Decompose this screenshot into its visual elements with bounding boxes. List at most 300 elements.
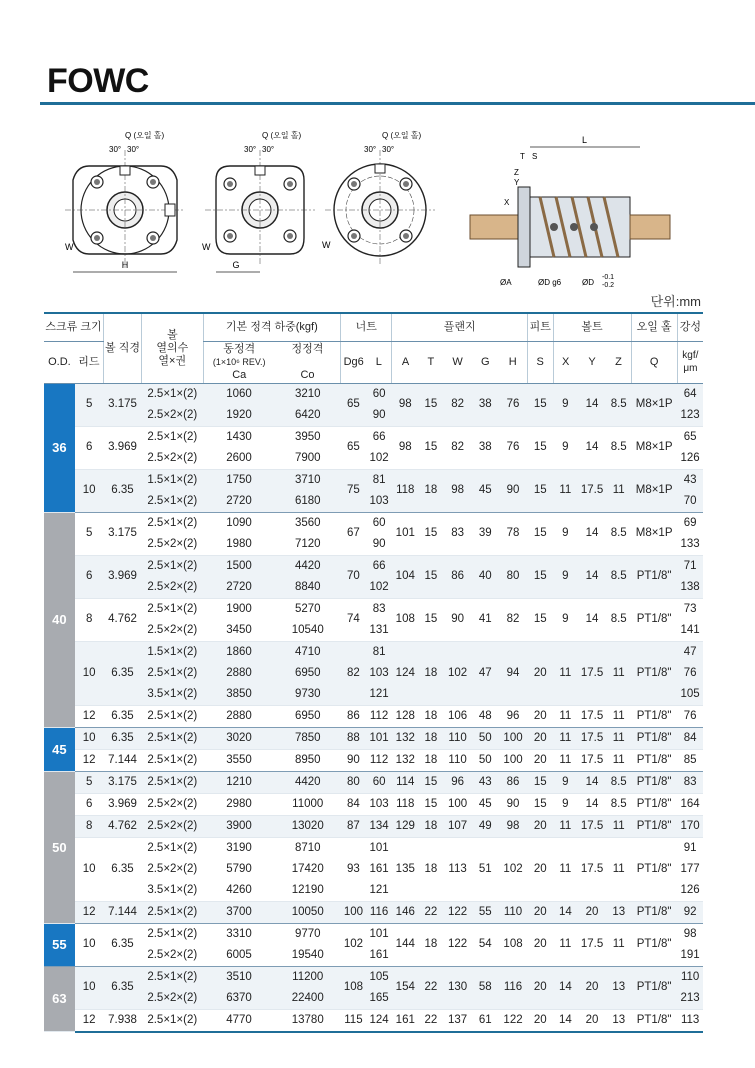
cell-co (275, 555, 341, 598)
cell-l (366, 512, 392, 555)
cell-circuits (141, 705, 203, 727)
cell-ca (203, 705, 275, 727)
cell-ca-line: 3450 (226, 623, 252, 636)
cell-circuits (141, 426, 203, 469)
cell-ball-dia: 7.144 (104, 901, 142, 923)
cell-y: 14 (578, 426, 607, 469)
cell-g: 49 (472, 815, 499, 837)
svg-text:Z: Z (514, 168, 519, 177)
cell-co-line: 7900 (294, 451, 321, 464)
cell-l-line: 102 (369, 580, 389, 593)
cell-t: 15 (419, 426, 444, 469)
cell-z: 8.5 (606, 771, 631, 793)
cell-l (366, 383, 392, 426)
cell-ca-line: 1980 (226, 537, 252, 550)
cell-ball-dia: 3.175 (104, 512, 142, 555)
cell-circuits (141, 598, 203, 641)
hdr-static: 정정격 Co (275, 341, 341, 383)
cell-x: 11 (553, 705, 578, 727)
table-row (44, 771, 703, 793)
cell-co-line: 12190 (291, 883, 324, 896)
cell-g: 38 (472, 383, 499, 426)
side-view (470, 135, 670, 289)
cell-h: 76 (499, 383, 528, 426)
cell-co (275, 383, 341, 426)
cell-ca (203, 837, 275, 901)
cell-l (366, 705, 392, 727)
table-row (44, 815, 703, 837)
cell-t: 18 (419, 749, 444, 771)
cell-ca (203, 555, 275, 598)
cell-ca-line: 6005 (226, 948, 252, 961)
cell-circuits-line: 2.5×1×(2) (147, 430, 198, 443)
cell-stiffness (677, 641, 703, 705)
svg-text:Y: Y (514, 178, 520, 187)
cell-x: 14 (553, 1009, 578, 1032)
cell-co-line: 3710 (294, 473, 321, 486)
cell-co (275, 469, 341, 512)
cell-q: PT1/8" (631, 1009, 677, 1032)
cell-t: 18 (419, 705, 444, 727)
cell-y: 17.5 (578, 727, 607, 749)
cell-stiffness-line: 76 (683, 709, 697, 722)
cell-dg6: 75 (341, 469, 367, 512)
table-row (44, 1009, 703, 1032)
hdr-od: O.D. (44, 341, 75, 383)
cell-co (275, 1009, 341, 1032)
cell-l-line: 161 (369, 862, 389, 875)
cell-l-line: 102 (369, 451, 389, 464)
cell-ball-dia: 6.35 (104, 923, 142, 966)
cell-co (275, 815, 341, 837)
cell-g: 48 (472, 705, 499, 727)
table-row (44, 837, 703, 901)
cell-ball-dia: 6.35 (104, 469, 142, 512)
cell-t: 15 (419, 512, 444, 555)
cell-ca (203, 641, 275, 705)
cell-ca (203, 966, 275, 1009)
svg-text:X: X (504, 198, 510, 207)
spec-table-body (44, 383, 703, 1032)
cell-circuits-line: 2.5×2×(2) (147, 862, 198, 875)
cell-ca-line: 2720 (226, 494, 252, 507)
cell-circuits-line: 2.5×1×(2) (147, 905, 198, 918)
cell-co-line: 11000 (292, 797, 324, 810)
cell-ca-line: 1860 (226, 645, 252, 658)
cell-ball-dia: 7.938 (104, 1009, 142, 1032)
cell-t: 18 (419, 815, 444, 837)
cell-stiffness-line: 126 (680, 883, 700, 896)
cell-s: 15 (527, 793, 553, 815)
hdr-x: X (553, 341, 578, 383)
cell-ca (203, 426, 275, 469)
cell-ca-line: 3190 (226, 841, 252, 854)
cell-l-line: 83 (372, 602, 386, 615)
cell-l (366, 1009, 392, 1032)
cell-z: 11 (606, 815, 631, 837)
cell-w: 82 (443, 426, 472, 469)
hdr-stiffness: 강성 (677, 313, 703, 341)
cell-dg6: 87 (341, 815, 367, 837)
cell-g: 40 (472, 555, 499, 598)
cell-co-line: 10540 (291, 623, 324, 636)
cell-ca-line: 2880 (226, 709, 252, 722)
cell-h: 122 (499, 1009, 528, 1032)
cell-l (366, 641, 392, 705)
cell-a: 146 (392, 901, 419, 923)
page-title: FOWC (47, 62, 149, 100)
cell-stiffness-line: 110 (680, 970, 700, 983)
cell-w: 102 (443, 641, 472, 705)
cell-ca-line: 1430 (226, 430, 252, 443)
cell-t: 18 (419, 469, 444, 512)
cell-w: 122 (443, 901, 472, 923)
cell-lead: 12 (75, 901, 104, 923)
cell-ca (203, 727, 275, 749)
cell-ca (203, 815, 275, 837)
cell-z: 13 (606, 1009, 631, 1032)
cell-ball-dia: 3.175 (104, 771, 142, 793)
cell-l-line: 103 (369, 797, 389, 810)
cell-lead: 10 (75, 966, 104, 1009)
oil-hole-label: Q (오일 홀) (125, 131, 165, 140)
hdr-dynamic: 동정격 (1×10⁶ REV.) Ca (203, 341, 275, 383)
cell-s: 20 (527, 1009, 553, 1032)
cell-l-line: 131 (369, 623, 389, 636)
cell-stiffness-line: 84 (683, 731, 697, 744)
cell-w: 83 (443, 512, 472, 555)
cell-s: 15 (527, 426, 553, 469)
cell-stiffness (677, 705, 703, 727)
cell-stiffness-line: 170 (680, 819, 700, 832)
cell-stiffness (677, 598, 703, 641)
cell-h: 76 (499, 426, 528, 469)
cell-dg6: 90 (341, 749, 367, 771)
unit-label: 단위:mm (650, 294, 701, 309)
cell-stiffness (677, 771, 703, 793)
cell-od: 50 (44, 771, 75, 923)
cell-circuits-line: 3.5×1×(2) (147, 883, 198, 896)
cell-a: 101 (392, 512, 419, 555)
cell-stiffness (677, 555, 703, 598)
cell-dg6: 70 (341, 555, 367, 598)
cell-z: 8.5 (606, 512, 631, 555)
cell-s: 20 (527, 641, 553, 705)
cell-stiffness-line: 47 (683, 645, 697, 658)
cell-z: 11 (606, 749, 631, 771)
cell-a: 118 (392, 793, 419, 815)
svg-text:ØD g6: ØD g6 (538, 278, 562, 287)
cell-stiffness-line: 105 (680, 687, 700, 700)
cell-x: 9 (553, 598, 578, 641)
cell-co (275, 598, 341, 641)
cell-x: 9 (553, 555, 578, 598)
cell-l (366, 793, 392, 815)
cell-s: 15 (527, 771, 553, 793)
cell-circuits (141, 641, 203, 705)
cell-y: 17.5 (578, 923, 607, 966)
cell-circuits-line: 2.5×1×(2) (147, 753, 198, 766)
cell-a: 132 (392, 727, 419, 749)
cell-l-line: 112 (369, 753, 389, 766)
cell-dg6: 80 (341, 771, 367, 793)
cell-circuits-line: 2.5×2×(2) (147, 537, 198, 550)
dim-G: G (232, 260, 240, 270)
cell-stiffness (677, 383, 703, 426)
table-row (44, 923, 703, 966)
table-row (44, 705, 703, 727)
cell-ball-dia: 6.35 (104, 641, 142, 705)
cell-t: 18 (419, 641, 444, 705)
cell-l-line: 101 (369, 841, 389, 854)
cell-stiffness-line: 43 (683, 473, 697, 486)
cell-stiffness (677, 966, 703, 1009)
hdr-w: W (443, 341, 472, 383)
cell-dg6: 100 (341, 901, 367, 923)
cell-s: 20 (527, 837, 553, 901)
cell-od: 40 (44, 512, 75, 727)
cell-g: 51 (472, 837, 499, 901)
svg-text:Q (오일 홀): Q (오일 홀) (262, 131, 302, 140)
svg-text:Q (오일 홀): Q (오일 홀) (382, 131, 422, 140)
cell-stiffness (677, 793, 703, 815)
cell-dg6: 86 (341, 705, 367, 727)
cell-l-line: 81 (372, 645, 386, 658)
cell-l-line: 121 (369, 883, 389, 896)
cell-z: 8.5 (606, 426, 631, 469)
cell-co-line: 13020 (291, 819, 324, 832)
cell-z: 11 (606, 705, 631, 727)
cell-w: 98 (443, 469, 472, 512)
cell-y: 17.5 (578, 749, 607, 771)
hdr-lead: 리드 (75, 341, 104, 383)
cell-x: 11 (553, 749, 578, 771)
cell-stiffness-line: 65 (683, 430, 697, 443)
cell-t: 15 (419, 793, 444, 815)
cell-circuits-line: 2.5×2×(2) (147, 819, 198, 832)
cell-y: 14 (578, 598, 607, 641)
cell-circuits (141, 555, 203, 598)
cell-s: 20 (527, 901, 553, 923)
cell-h: 102 (499, 837, 528, 901)
cell-y: 14 (578, 512, 607, 555)
cell-l (366, 555, 392, 598)
cell-l-line: 66 (372, 559, 386, 572)
cell-q: M8×1P (631, 512, 677, 555)
hdr-g: G (472, 341, 499, 383)
cell-stiffness (677, 815, 703, 837)
cell-t: 15 (419, 771, 444, 793)
cell-co (275, 705, 341, 727)
cell-ca (203, 923, 275, 966)
cell-dg6: 74 (341, 598, 367, 641)
cell-x: 11 (553, 727, 578, 749)
svg-text:30°: 30° (127, 145, 140, 154)
svg-text:ØA: ØA (500, 278, 512, 287)
cell-q: PT1/8" (631, 598, 677, 641)
cell-circuits-line: 2.5×2×(2) (147, 623, 198, 636)
cell-ca-line: 1920 (226, 408, 252, 421)
cell-q: PT1/8" (631, 641, 677, 705)
svg-text:30°: 30° (262, 145, 275, 154)
cell-l-line: 103 (369, 494, 389, 507)
cell-circuits-line: 2.5×1×(2) (147, 841, 198, 854)
hdr-stiffness-unit: kgf/μm (677, 341, 703, 383)
cell-g: 50 (472, 727, 499, 749)
cell-stiffness-line: 213 (680, 991, 700, 1004)
cell-x: 9 (553, 512, 578, 555)
cell-circuits (141, 1009, 203, 1032)
cell-stiffness (677, 901, 703, 923)
cell-co-line: 6180 (294, 494, 321, 507)
cell-t: 15 (419, 598, 444, 641)
cell-g: 50 (472, 749, 499, 771)
cell-stiffness-line: 113 (680, 1013, 700, 1026)
cell-a: 124 (392, 641, 419, 705)
cell-dg6: 93 (341, 837, 367, 901)
cell-q: PT1/8" (631, 901, 677, 923)
cell-circuits-line: 2.5×1×(2) (147, 731, 198, 744)
table-row (44, 901, 703, 923)
cell-g: 54 (472, 923, 499, 966)
cell-l (366, 727, 392, 749)
cell-ball-dia: 3.969 (104, 555, 142, 598)
cell-stiffness-line: 64 (683, 387, 697, 400)
svg-text:W: W (322, 240, 331, 250)
cell-co-line: 6420 (294, 408, 321, 421)
cell-l (366, 598, 392, 641)
cell-q: PT1/8" (631, 749, 677, 771)
cell-co-line: 13780 (291, 1013, 324, 1026)
cell-l-line: 165 (369, 991, 389, 1004)
cell-circuits-line: 1.5×1×(2) (147, 645, 198, 658)
cell-t: 18 (419, 727, 444, 749)
cell-l (366, 837, 392, 901)
cell-circuits-line: 2.5×2×(2) (147, 991, 198, 1004)
cell-s: 15 (527, 555, 553, 598)
cell-a: 135 (392, 837, 419, 901)
cell-lead: 10 (75, 469, 104, 512)
cell-s: 20 (527, 705, 553, 727)
cell-dg6: 67 (341, 512, 367, 555)
hdr-a: A (392, 341, 419, 383)
cell-l-line: 60 (372, 775, 386, 788)
flange-view-3 (322, 130, 435, 265)
cell-y: 20 (578, 901, 607, 923)
cell-t: 18 (419, 923, 444, 966)
cell-s: 15 (527, 469, 553, 512)
cell-od: 55 (44, 923, 75, 966)
cell-q: PT1/8" (631, 966, 677, 1009)
cell-co (275, 426, 341, 469)
cell-circuits (141, 901, 203, 923)
cell-ca-line: 1210 (226, 775, 252, 788)
cell-stiffness (677, 469, 703, 512)
cell-y: 14 (578, 383, 607, 426)
cell-stiffness-line: 91 (683, 841, 697, 854)
cell-circuits-line: 3.5×1×(2) (147, 687, 198, 700)
cell-y: 17.5 (578, 641, 607, 705)
cell-co-line: 9730 (294, 687, 321, 700)
cell-co (275, 793, 341, 815)
cell-t: 22 (419, 901, 444, 923)
cell-co-line: 4710 (294, 645, 321, 658)
cell-g: 41 (472, 598, 499, 641)
hdr-dg6: Dg6 (341, 341, 367, 383)
cell-z: 13 (606, 901, 631, 923)
cell-lead: 6 (75, 555, 104, 598)
cell-g: 38 (472, 426, 499, 469)
cell-q: PT1/8" (631, 923, 677, 966)
svg-text:30°: 30° (109, 145, 122, 154)
cell-g: 39 (472, 512, 499, 555)
cell-x: 11 (553, 837, 578, 901)
svg-text:L: L (582, 135, 588, 145)
cell-h: 108 (499, 923, 528, 966)
cell-ca (203, 1009, 275, 1032)
cell-circuits (141, 383, 203, 426)
cell-circuits (141, 966, 203, 1009)
cell-l-line: 134 (369, 819, 389, 832)
cell-w: 110 (443, 727, 472, 749)
cell-l-line: 103 (369, 666, 389, 679)
cell-stiffness-line: 73 (683, 602, 697, 615)
hdr-bolt: 볼트 (553, 313, 631, 341)
cell-lead: 5 (75, 512, 104, 555)
cell-s: 15 (527, 598, 553, 641)
cell-ca-line: 3020 (226, 731, 252, 744)
cell-w: 130 (443, 966, 472, 1009)
cell-od: 45 (44, 727, 75, 771)
cell-a: 114 (392, 771, 419, 793)
cell-ca-line: 2980 (226, 797, 252, 810)
cell-l-line: 81 (372, 473, 386, 486)
cell-a: 98 (392, 426, 419, 469)
cell-stiffness-line: 85 (683, 753, 697, 766)
cell-ca-line: 4770 (226, 1013, 252, 1026)
cell-s: 20 (527, 749, 553, 771)
cell-lead: 12 (75, 705, 104, 727)
cell-g: 43 (472, 771, 499, 793)
cell-ca-line: 6370 (226, 991, 252, 1004)
cell-dg6: 108 (341, 966, 367, 1009)
cell-stiffness-line: 71 (683, 559, 697, 572)
cell-ca (203, 469, 275, 512)
cell-z: 8.5 (606, 383, 631, 426)
cell-ca-line: 1090 (226, 516, 252, 529)
cell-co-line: 8840 (294, 580, 321, 593)
cell-lead: 8 (75, 598, 104, 641)
cell-h: 98 (499, 815, 528, 837)
cell-circuits-line: 2.5×2×(2) (147, 451, 198, 464)
cell-l-line: 101 (369, 731, 389, 744)
cell-q: PT1/8" (631, 815, 677, 837)
cell-x: 11 (553, 469, 578, 512)
cell-circuits (141, 469, 203, 512)
cell-l-line: 60 (372, 516, 386, 529)
cell-co-line: 9770 (294, 927, 321, 940)
cell-co (275, 512, 341, 555)
cell-circuits-line: 2.5×1×(2) (147, 666, 198, 679)
cell-s: 20 (527, 727, 553, 749)
cell-lead: 12 (75, 749, 104, 771)
cell-circuits (141, 923, 203, 966)
cell-stiffness-line: 83 (683, 775, 697, 788)
cell-stiffness-line: 164 (680, 797, 700, 810)
cell-s: 20 (527, 966, 553, 1009)
title-divider (40, 102, 755, 105)
cell-circuits-line: 2.5×1×(2) (147, 775, 198, 788)
